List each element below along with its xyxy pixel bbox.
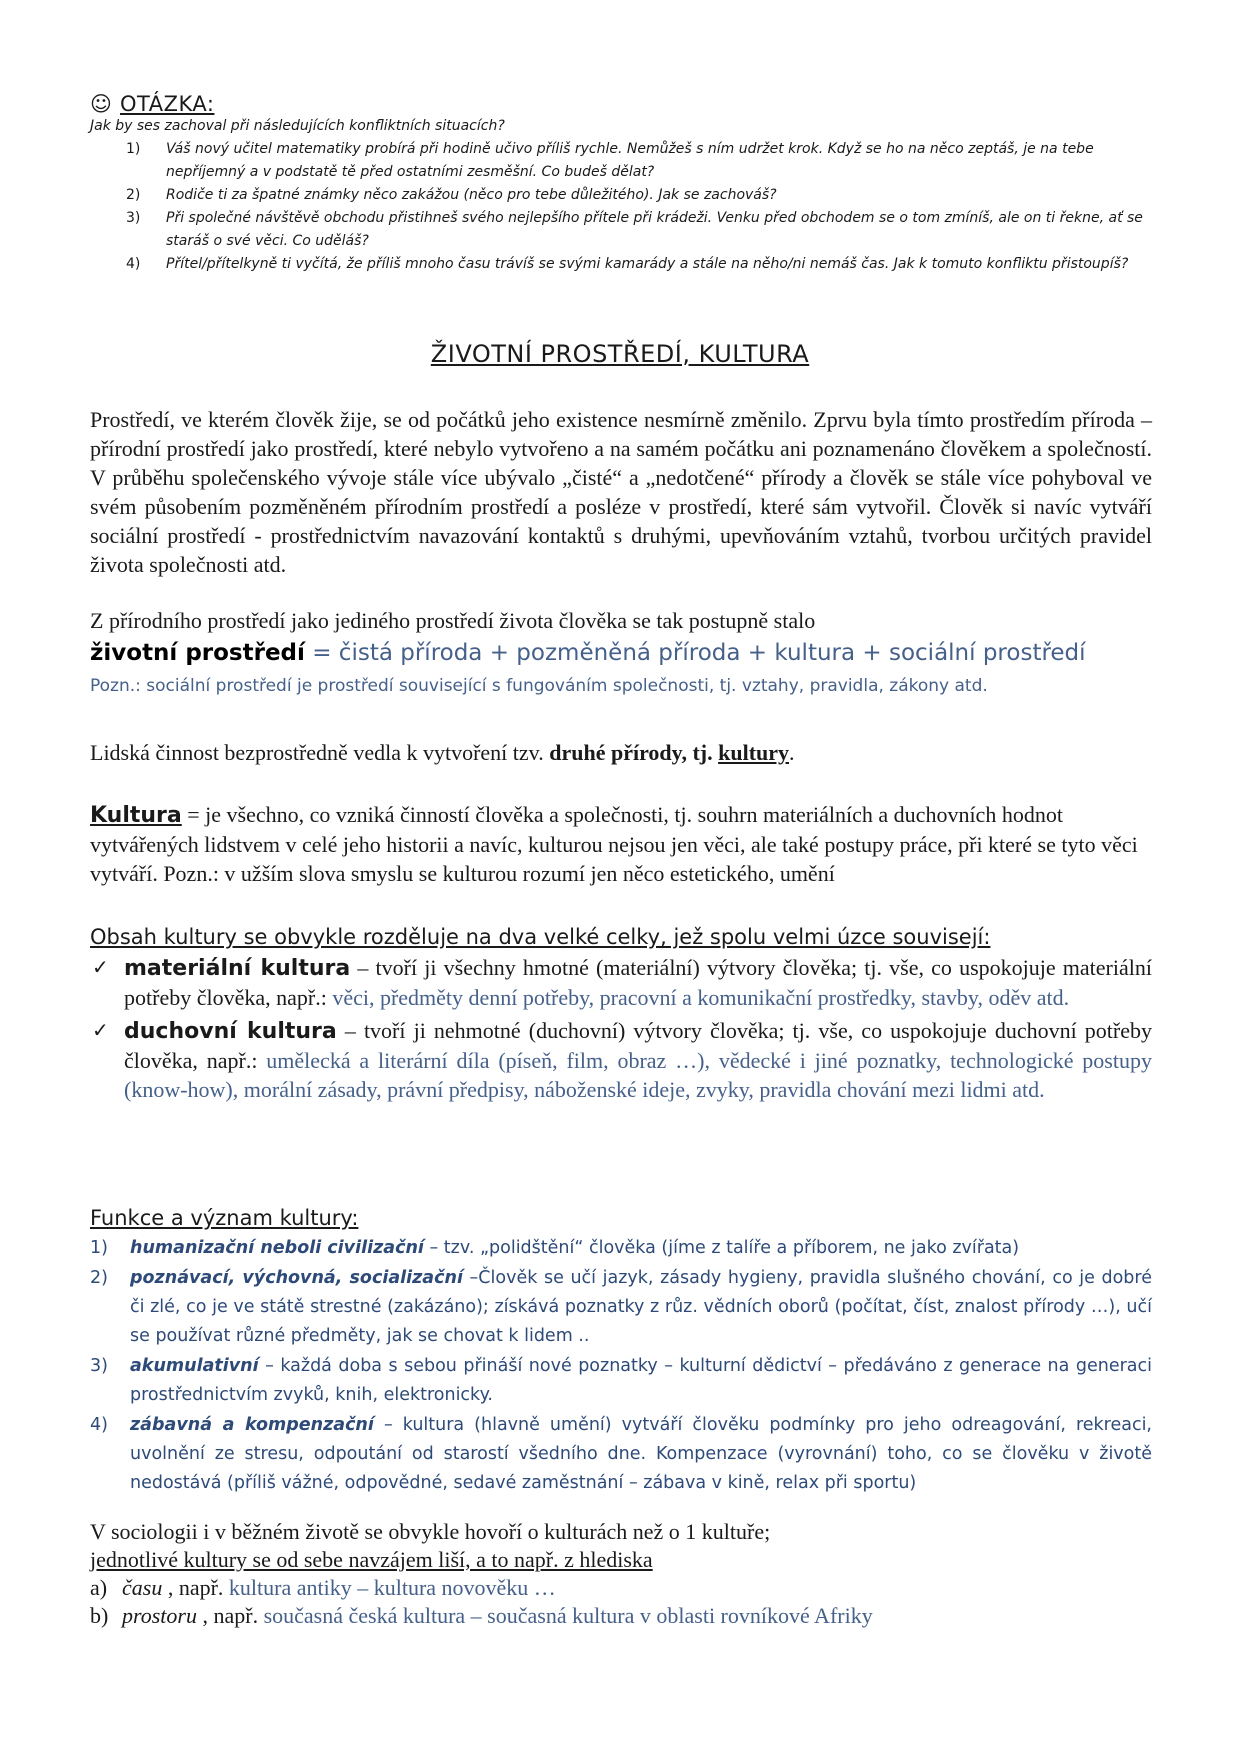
item-text: – tvoří ji všechny hmotné (materiální) výtvory člověka; tj. vše, co uspokojuje materiální potřeby člověka, např.: bbox=[124, 955, 1152, 1010]
item-number: 3) bbox=[90, 1356, 108, 1376]
question-item bbox=[90, 138, 1150, 184]
sociology-section bbox=[90, 1518, 1152, 1630]
function-item bbox=[90, 1234, 1152, 1263]
item-term: duchovní kultura bbox=[124, 1019, 337, 1044]
function-item bbox=[90, 1264, 1152, 1351]
question-text: Při společné návštěvě obchodu přistihneš svého nejlepšího přítele při krádeži. Venku před obchodem se o tom zmíníš, ale on ti řekne, ať se staráš o své věci. Co uděláš? bbox=[166, 210, 1143, 249]
page-title: ŽIVOTNÍ PROSTŘEDÍ, KULTURA bbox=[430, 340, 810, 368]
question-intro: Jak by ses zachoval při následujících konfliktních situacích? bbox=[90, 118, 505, 134]
culture-content-heading: Obsah kultury se obvykle rozděluje na dva velké celky, jež spolu velmi úzce souvisejí: bbox=[90, 925, 991, 949]
function-term: zábavná a kompenzační bbox=[130, 1415, 374, 1435]
question-list bbox=[90, 138, 1150, 276]
function-item bbox=[90, 1352, 1152, 1410]
smiley-icon: ☺ bbox=[90, 92, 112, 116]
function-item bbox=[90, 1411, 1152, 1498]
item-examples: věci, předměty denní potřeby, pracovní a komunikační prostředky, stavby, oděv atd. bbox=[332, 985, 1070, 1010]
checkmark-icon: ✓ bbox=[92, 1018, 109, 1042]
function-term: poznávací, výchovná, socializační bbox=[130, 1268, 463, 1288]
environment-formula bbox=[90, 640, 1152, 666]
function-text: –Člověk se učí jazyk, zásady hygieny, pravidla slušného chování, co je dobré či zlé, co je ve státě strestné (zakázáno); získává poznatky z růz. vědních oborů (počítat, číst, znalost přírody …), učí se používat různé předměty, jak se chovat k lidem .. bbox=[130, 1268, 1152, 1346]
question-item bbox=[90, 253, 1150, 276]
question-text: Přítel/přítelkyně ti vyčítá, že příliš mnoho času trávíš se svými kamarády a stále na něho/ni nemáš čas. Jak k tomuto konfliktu přistoupíš? bbox=[166, 256, 1129, 272]
sentence-suffix: . bbox=[789, 740, 795, 765]
second-nature-sentence bbox=[90, 740, 1152, 766]
culture-content-section bbox=[90, 925, 1152, 1104]
functions-heading: Funkce a význam kultury: bbox=[90, 1206, 359, 1230]
item-examples: umělecká a literární díla (píseň, film, obraz …), vědecké i jiné poznatky, technologické postupy (know-how), morální zásady, právní předpisy, náboženské ideje, zvyky, pravidla chování mezi lidmi atd. bbox=[124, 1048, 1152, 1102]
item-number: 2) bbox=[126, 187, 141, 203]
question-item bbox=[90, 184, 1150, 207]
question-heading bbox=[90, 92, 1150, 116]
item-letter: a) bbox=[90, 1575, 108, 1600]
intro-paragraph: Prostředí, ve kterém člověk žije, se od počátků jeho existence nesmírně změnilo. Zprvu byla tímto prostředím příroda – přírodní prostředí jako prostředí, které nebylo vytvořeno a na samém počátku ani poznamenáno člověkem a společností. V průběhu společenského vývoje stále více ubývalo „čisté“ a „nedotčené“ přírody a člověk se stále více pohyboval ve svém působením pozměněném přírodním prostředí a posléze v prostředí, které sám vytvořil. Člověk si navíc vytváří sociální prostředí - prostřednictvím navazování kontaktů s druhými, upevňováním vztahů, tvorbou určitých pravidel života společnosti atd. bbox=[90, 407, 1152, 577]
item-number: 1) bbox=[126, 141, 141, 157]
item-term: prostoru bbox=[122, 1603, 197, 1628]
function-text: – tzv. „polidštění“ člověka (jíme z talíře a příborem, ne jako zvířata) bbox=[423, 1238, 1020, 1258]
sentence-underlined: kultury bbox=[718, 740, 790, 765]
function-term: akumulativní bbox=[130, 1356, 259, 1376]
sociology-item bbox=[90, 1574, 1152, 1602]
culture-content-item bbox=[90, 953, 1152, 1012]
functions-list bbox=[90, 1234, 1152, 1498]
item-number: 2) bbox=[90, 1268, 108, 1288]
question-text: Rodiče ti za špatné známky něco zakážou (něco pro tebe důležitého). Jak se zachováš? bbox=[166, 187, 777, 203]
item-term: času bbox=[122, 1575, 163, 1600]
culture-definition bbox=[90, 800, 1152, 888]
question-section bbox=[90, 92, 1150, 276]
item-number: 4) bbox=[126, 256, 141, 272]
formula-definition: = čistá příroda + pozměněná příroda + kultura + sociální prostředí bbox=[304, 640, 1086, 666]
item-number: 4) bbox=[90, 1415, 108, 1435]
question-label: OTÁZKA: bbox=[120, 92, 215, 116]
item-examples: současná česká kultura – současná kultura v oblasti rovníkové Afriky bbox=[263, 1603, 873, 1628]
function-text: – kultura (hlavně umění) vytváří člověku podmínky pro jeho odreagování, rekreaci, uvolnění ze stresu, odpoutání od starostí všedního dne. Kompenzace (vyrovnání) toho, co se člověku v životě nedostává (příliš vážné, odpovědné, sedavé zaměstnání – zábava v kině, relax při sportu) bbox=[130, 1415, 1152, 1493]
item-examples: kultura antiky – kultura novověku … bbox=[228, 1575, 556, 1600]
question-text: Váš nový učitel matematiky probírá při hodině učivo příliš rychle. Nemůžeš s ním udržet krok. Když se ho na něco zeptáš, je na tebe nepříjemný a v podstatě tě před ostatními zesměšní. Co budeš dělat? bbox=[166, 141, 1094, 180]
function-term: humanizační neboli civilizační bbox=[130, 1238, 424, 1258]
sentence-bold: druhé přírody, tj. bbox=[549, 740, 719, 765]
item-mid: , např. bbox=[196, 1603, 264, 1628]
culture-term: Kultura bbox=[90, 803, 182, 828]
function-text: – každá doba s sebou přináší nové poznatky – kulturní dědictví – předáváno z generace na generaci prostřednictvím zvyků, knih, elektronicky. bbox=[130, 1356, 1152, 1405]
item-mid: , např. bbox=[162, 1575, 229, 1600]
sentence-prefix: Lidská činnost bezprostředně vedla k vytvoření tzv. bbox=[90, 740, 550, 765]
sociology-item bbox=[90, 1602, 1152, 1630]
formula-term: životní prostředí bbox=[90, 640, 305, 666]
item-number: 3) bbox=[126, 210, 141, 226]
culture-functions-section bbox=[90, 1206, 1152, 1499]
culture-content-item bbox=[90, 1016, 1152, 1104]
sociology-line-1: V sociologii i v běžném životě se obvykle hovoří o kulturách než o 1 kultuře; bbox=[90, 1519, 771, 1544]
item-text: – tvoří ji nehmotné (duchovní) výtvory člověka; tj. vše, co uspokojuje duchovní potřeby člověka, např.: bbox=[124, 1018, 1153, 1073]
transition-sentence: Z přírodního prostředí jako jediného prostředí života člověka se tak postupně stalo bbox=[90, 608, 816, 633]
item-number: 1) bbox=[90, 1238, 108, 1258]
item-letter: b) bbox=[90, 1603, 109, 1628]
note: Pozn.: sociální prostředí je prostředí související s fungováním společnosti, tj. vztahy, pravidla, zákony atd. bbox=[90, 676, 988, 696]
sociology-line-2: jednotlivé kultury se od sebe navzájem liší, a to např. z hlediska bbox=[90, 1547, 653, 1572]
question-item bbox=[90, 207, 1150, 253]
culture-text: = je všechno, co vzniká činností člověka a společnosti, tj. souhrn materiálních a duchovních hodnot vytvářených lidstvem v celé jeho historii a navíc, kulturou nejsou jen věci, ale také postupy práce, při které se tyto věci vytváří. Pozn.: v užším slova smyslu se kulturou rozumí jen něco estetického, umění bbox=[90, 802, 1138, 886]
checkmark-icon: ✓ bbox=[92, 955, 109, 979]
item-term: materiální kultura bbox=[124, 956, 351, 981]
